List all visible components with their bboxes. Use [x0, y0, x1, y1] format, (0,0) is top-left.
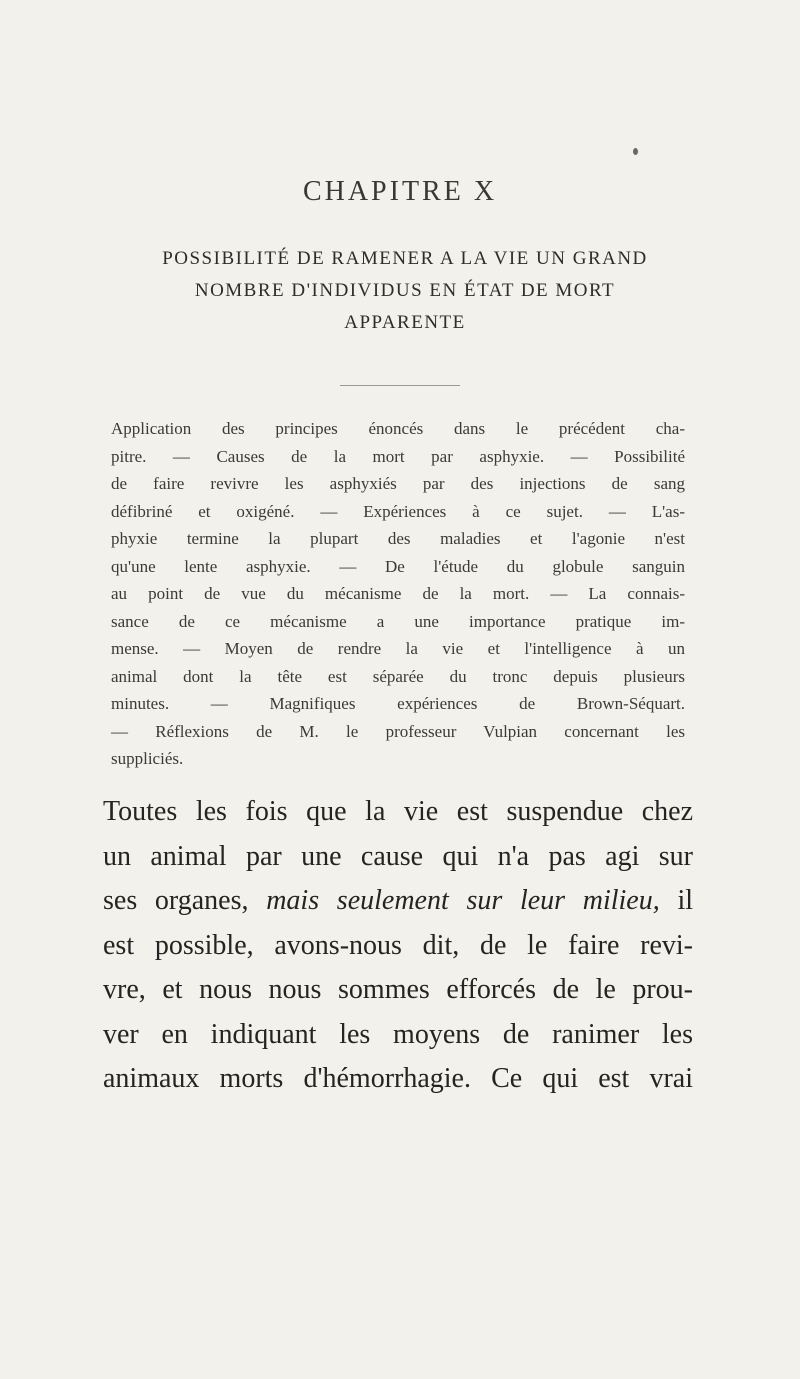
- body-text-segment: il: [659, 885, 694, 916]
- body-line: ver en indiquant les moyens de ranimer les: [103, 1018, 693, 1050]
- summary-line: sance de ce mécanisme a une importance pratique im-: [111, 611, 685, 631]
- title-line: APPARENTE: [344, 312, 466, 333]
- summary-line: pitre. — Causes de la mort par asphyxie. — Possibilité: [111, 446, 685, 466]
- summary-line: Application des principes énoncés dans le précédent cha-: [111, 419, 685, 438]
- title-line: NOMBRE D'INDIVIDUS EN ÉTAT DE MORT: [194, 280, 616, 301]
- summary-line: de faire revivre les asphyxiés par des injections de sang: [111, 474, 685, 493]
- divider: [340, 385, 460, 386]
- summary-line: au point de vue du mécanisme de la mort. — La connais-: [111, 584, 685, 603]
- summary-line: suppliciés.: [111, 749, 184, 768]
- chapter-heading: CHAPITRE X: [302, 176, 498, 207]
- body-line: est possible, avons-nous dit, de le faire revi-: [103, 929, 693, 961]
- summary-line: — Réflexions de M. le professeur Vulpian concernant les: [111, 721, 685, 741]
- summary-line: phyxie termine la plupart des maladies et l'agonie n'est: [111, 529, 685, 548]
- body-line: [103, 879, 693, 924]
- summary-line: mense. — Moyen de rendre la vie et l'intelligence à un: [111, 639, 685, 658]
- body-paragraph: [103, 790, 693, 1102]
- chapter-title: [90, 243, 720, 339]
- summary-line: défibriné et oxigéné. — Expériences à ce sujet. — L'as-: [111, 501, 685, 521]
- italic-phrase: mais seulement sur leur milieu,: [266, 885, 660, 916]
- body-line: vre, et nous nous sommes efforcés de le prou-: [103, 974, 693, 1005]
- body-line: un animal par une cause qui n'a pas agi sur: [103, 840, 693, 872]
- body-text-segment: ses organes,: [103, 885, 267, 916]
- ink-spot: [633, 148, 638, 155]
- title-line: POSSIBILITÉ DE RAMENER A LA VIE UN GRAND: [162, 248, 648, 269]
- summary-line: minutes. — Magnifiques expériences de Brown-Séquart.: [111, 694, 685, 713]
- summary-line: qu'une lente asphyxie. — De l'étude du globule sanguin: [111, 556, 685, 576]
- summary-line: animal dont la tête est séparée du tronc depuis plusieurs: [111, 666, 685, 686]
- chapter-summary: [111, 415, 685, 773]
- body-line: animaux morts d'hémorrhagie. Ce qui est vrai: [103, 1063, 693, 1094]
- body-line: Toutes les fois que la vie est suspendue chez: [103, 796, 693, 827]
